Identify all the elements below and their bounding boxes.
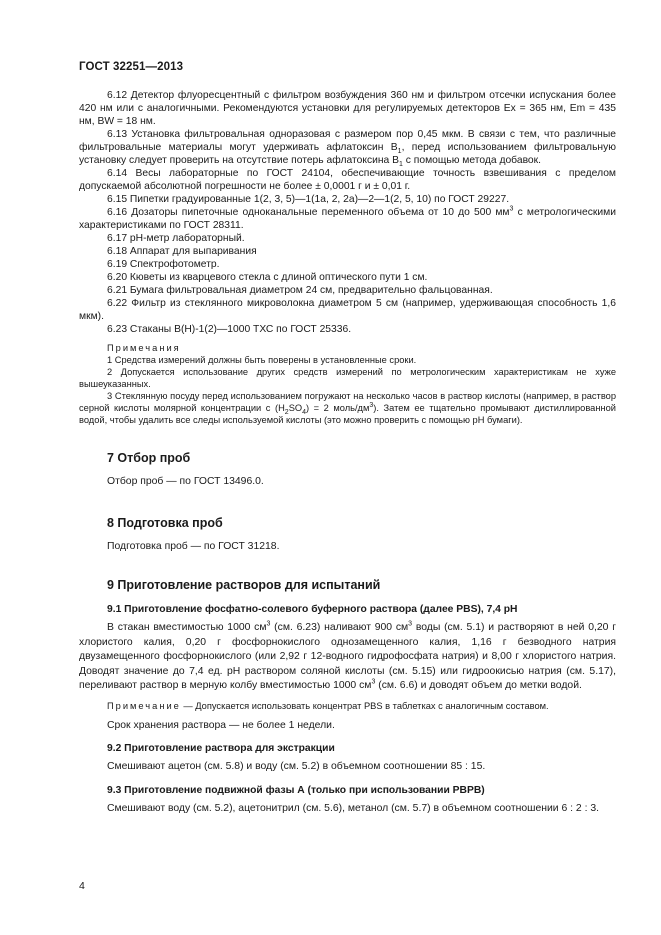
section-7-heading: 7 Отбор проб	[107, 451, 191, 465]
clause-6-14: 6.14 Весы лабораторные по ГОСТ 24104, обеспечивающие точность взвешивания с пределом допускаемой абсолютной погрешности не более ± 0,0001 г и ± 0,01 г.	[79, 168, 616, 192]
notes-label: Примечания	[107, 343, 181, 353]
subsection-9-1-note: Примечание — Допускается использовать концентрат PBS в таблетках с аналогичным составом.	[107, 700, 549, 711]
clause-6-21: 6.21 Бумага фильтровальная диаметром 24 см, предварительно фальцованная.	[107, 285, 493, 296]
section-9	[79, 578, 616, 816]
clause-6-18: 6.18 Аппарат для выпаривания	[107, 246, 257, 257]
notes-block	[79, 342, 616, 426]
subsection-9-2-heading: 9.2 Приготовление раствора для экстракции	[107, 743, 335, 754]
clause-6-23: 6.23 Стаканы В(Н)-1(2)—1000 ТХС по ГОСТ 25336.	[107, 324, 352, 335]
section-8	[79, 516, 616, 555]
note-2: 2 Допускается использование других средств измерений по метрологическим характеристикам не хуже вышеуказанных.	[79, 367, 616, 389]
page-content	[79, 89, 616, 816]
clause-6-16: 6.16 Дозаторы пипеточные одноканальные переменного объема от 10 до 500 $мм^3$ с метрологическими характеристиками по ГОСТ 28311.	[79, 205, 616, 231]
clause-6-17: 6.17 pH-метр лабораторный.	[107, 233, 245, 244]
note-3: 3 Стеклянную посуду перед использованием погружают на несколько часов в раствор кислоты (например, в раствор серной кислоты молярной концентрации с $(H_2SO_4) = 2$ моль/$дм^3$). Затем ее тщательно промывают дистиллированной водой, чтобы удалить все следы используемой кислоты (это можно проверить с помощью pH бумаги).	[79, 391, 616, 425]
section-8-heading: 8 Подготовка проб	[107, 515, 223, 530]
clause-6-13: 6.13 Установка фильтровальная одноразовая с размером пор 0,45 мкм. В связи с тем, что различные фильтровальные материалы могут удерживать афлатоксин $B_1$, перед использованием фильтровальную установку следует проверить на отсутствие потерь афлатоксина $B_1$ с помощью метода добавок.	[79, 129, 616, 169]
subsection-9-1-text: В стакан вместимостью 1000 $см^3$ (см. 6.23) наливают 900 $см^3$ воды (см. 5.1) и растворяют в ней 0,20 г хлористого калия, 0,20 г фосфорнокислого однозамещенного калия, 1,16 г безводного натрия двузамещенного фосфорнокислого (или 2,92 г 12-водного гидрофосфата натрия) и 8,00 г хлористого натрия. Доводят значение до 7,4 ед. pH раствором соляной кислоты (см. 5.15) или гидроокисью натрия (см. 5.17), переливают раствор в мерную колбу вместимостью 1000 $см^3$ (см. 6.6) и доводят объем до метки водой.	[79, 620, 616, 691]
section-9-heading: 9 Приготовление растворов для испытаний	[107, 578, 381, 592]
section-7	[79, 451, 616, 490]
subsection-9-2-text: Смешивают ацетон (см. 5.8) и воду (см. 5.2) в объемном соотношении 85 : 15.	[107, 761, 486, 772]
standard-header: ГОСТ 32251—2013	[79, 61, 184, 73]
subsection-9-1-heading: 9.1 Приготовление фосфатно-солевого буферного раствора (далее PBS), 7,4 pH	[107, 604, 518, 615]
subsection-9-3-heading: 9.3 Приготовление подвижной фазы А (только при использовании PBPB)	[107, 784, 485, 796]
subsection-9-3-text: Смешивают воду (см. 5.2), ацетонитрил (см. 5.6), метанол (см. 5.7) в объемном соотношении 6 : 2 : 3.	[107, 802, 600, 814]
clause-6-19: 6.19 Спектрофотометр.	[107, 259, 220, 270]
clause-6-22: 6.22 Фильтр из стеклянного микроволокна диаметром 5 см (например, удерживающая способность 1,6 мкм).	[79, 298, 616, 322]
section-8-text: Подготовка проб — по ГОСТ 31218.	[107, 540, 280, 552]
clause-6-15: 6.15 Пипетки градуированные 1(2, 3, 5)—1(1a, 2, 2a)—2—1(2, 5, 10) по ГОСТ 29227.	[107, 194, 510, 205]
section-7-text: Отбор проб — по ГОСТ 13496.0.	[107, 476, 264, 487]
page-number: 4	[79, 880, 85, 892]
subsection-9-1-storage: Срок хранения раствора — не более 1 недели.	[107, 719, 335, 731]
note-1: 1 Средства измерений должны быть поверены в установленные сроки.	[107, 355, 417, 365]
clause-6-20: 6.20 Кюветы из кварцевого стекла с длиной оптического пути 1 см.	[107, 272, 428, 283]
clause-6-12: 6.12 Детектор флуоресцентный с фильтром возбуждения 360 нм и фильтром отсечки испускания более 420 нм или с аналогичными. Рекомендуются установки для регулируемых детекторов Ex = 365 нм, Em = 435 нм, BW = 18 нм.	[79, 90, 616, 127]
